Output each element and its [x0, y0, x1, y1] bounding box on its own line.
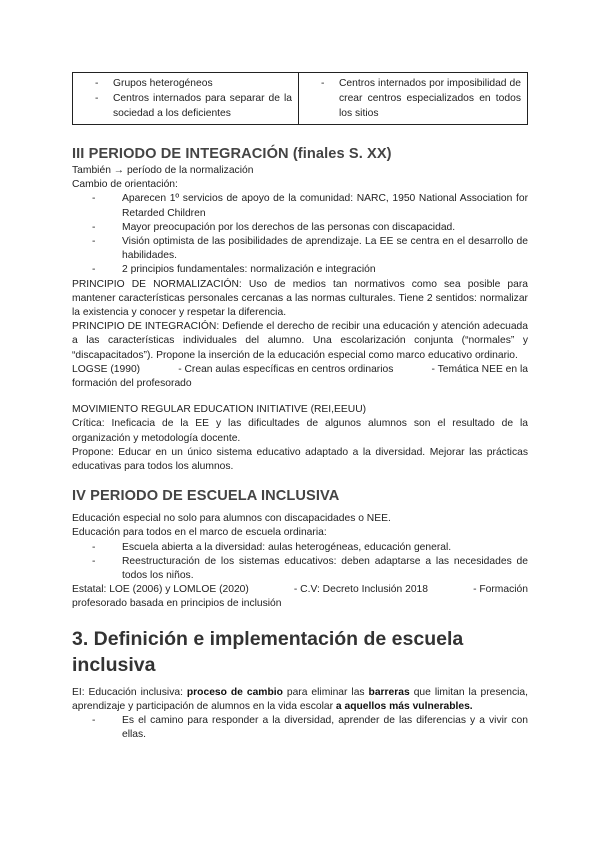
bold-text: a aquellos más vulnerables. [335, 700, 473, 712]
bullet-dash: - [92, 264, 96, 276]
paragraph-integracion: PRINCIPIO DE INTEGRACIÓN: Defiende el derecho de recibir una educación y atención adecuada a las características individuales del alumno. Una escolarización conjunta (“normales” y “discapacitados”). Propone la inserción de la educación especial como marco educativo ordinario. [72, 321, 528, 361]
section-heading-inclusiva: IV PERIODO DE ESCUELA INCLUSIVA [72, 488, 340, 505]
list-item [72, 541, 528, 555]
bullet-dash: - [95, 78, 99, 89]
text-run: EI: Educación inclusiva: [72, 686, 187, 698]
list-item [79, 76, 292, 91]
list-item [72, 235, 528, 263]
section-heading-definicion: 3. Definición e implementación de escuela inclusiva [72, 627, 464, 676]
table-cell-left [73, 73, 299, 125]
logse-label: LOGSE (1990) [72, 363, 141, 375]
list-item [72, 263, 528, 277]
list-item-text: Escuela abierta a la diversidad: aulas heterogéneas, educación general. [122, 541, 452, 553]
bullet-dash: - [92, 236, 96, 248]
list-item [72, 714, 528, 742]
estatal-label: Estatal: LOE (2006) y LOMLOE (2020) [72, 584, 249, 596]
list-item-text: Reestructuración de los sistemas educativos: deben adaptarse a las necesidades de todos los niños. [122, 555, 528, 582]
list-item-text: Visión optimista de las posibilidades de aprendizaje. La EE se centra en el desarrollo de habilidades. [122, 236, 528, 262]
paragraph-critica: Crítica: Ineficacia de la EE y las dificultades de algunos alumnos son el resultado de la organización y metodología docente. [72, 418, 528, 444]
rei-title: MOVIMIENTO REGULAR EDUCATION INITIATIVE (REI,EEUU) [72, 404, 367, 416]
text-run: que limitan la presencia, aprendizaje y participación de alumnos en la vida escolar [72, 686, 529, 712]
list-item-text: Aparecen 1º servicios de apoyo de la comunidad: NARC, 1950 National Association for Retarded Children [122, 193, 528, 219]
table-cell-right [299, 73, 528, 125]
bullet-dash: - [92, 555, 96, 567]
paragraph: formación del profesorado [72, 378, 192, 390]
main-content [72, 144, 528, 743]
paragraph: profesorado basada en principios de inclusión [72, 598, 282, 610]
logse-item: - Crean aulas específicas en centros ordinarios [178, 363, 394, 375]
logse-item: - Temática NEE en la [431, 363, 528, 375]
paragraph-propone: Propone: Educar en un único sistema educativo adaptado a la diversidad. Mejorar las prácticas educativas para todos los alumnos. [72, 446, 528, 473]
paragraph: Educación especial no solo para alumnos con discapacidades o NEE. [72, 513, 391, 525]
list-item-text: Centros internados para separar de la sociedad a los deficientes [113, 93, 292, 119]
bullet-dash: - [95, 93, 99, 104]
bullet-dash: - [92, 193, 96, 205]
bullet-dash: - [92, 221, 96, 233]
paragraph-ei [72, 686, 528, 714]
text-run: para eliminar las [282, 686, 369, 698]
list-item [72, 221, 528, 235]
bold-text: proceso de cambio [186, 686, 283, 698]
bullet-dash: - [321, 78, 325, 89]
list-item-text: Grupos heterogéneos [113, 78, 213, 89]
logse-line [72, 363, 528, 377]
paragraph: Educación para todos en el marco de escuela ordinaria: [72, 527, 327, 539]
list-item [72, 555, 528, 583]
list-item-text: Centros internados por imposibilidad de crear centros especializados en todos los sitios [339, 78, 521, 119]
estatal-line [72, 583, 528, 597]
summary-table [72, 72, 528, 125]
table-row [73, 73, 528, 125]
list-item-text: Es el camino para responder a la diversidad, aprender de las diferencias y a vivir con ellas. [122, 715, 528, 741]
paragraph-normalizacion: PRINCIPIO DE NORMALIZACIÓN: Uso de medios tan normativos como sea posible para mantener características personales cercanas a las normas culturales. Tiene 2 sentidos: normalizar la existencia y conocer y respetar la diferencia. [72, 278, 528, 319]
section-heading-integracion: III PERIODO DE INTEGRACIÓN (finales S. XX) [72, 146, 392, 162]
list-item [79, 91, 292, 121]
paragraph: Cambio de orientación: [72, 179, 178, 191]
estatal-item: - C.V: Decreto Inclusión 2018 [293, 584, 429, 596]
list-item-text: Mayor preocupación por los derechos de las personas con discapacidad. [122, 221, 456, 233]
bullet-dash: - [92, 715, 96, 727]
paragraph: También → período de la normalización [72, 165, 254, 176]
list-item-text: 2 principios fundamentales: normalización e integración [122, 264, 376, 276]
bold-text: barreras [368, 686, 410, 698]
list-item [305, 76, 521, 121]
list-item [72, 192, 528, 220]
estatal-item: - Formación [473, 584, 528, 596]
bullet-dash: - [92, 541, 96, 553]
